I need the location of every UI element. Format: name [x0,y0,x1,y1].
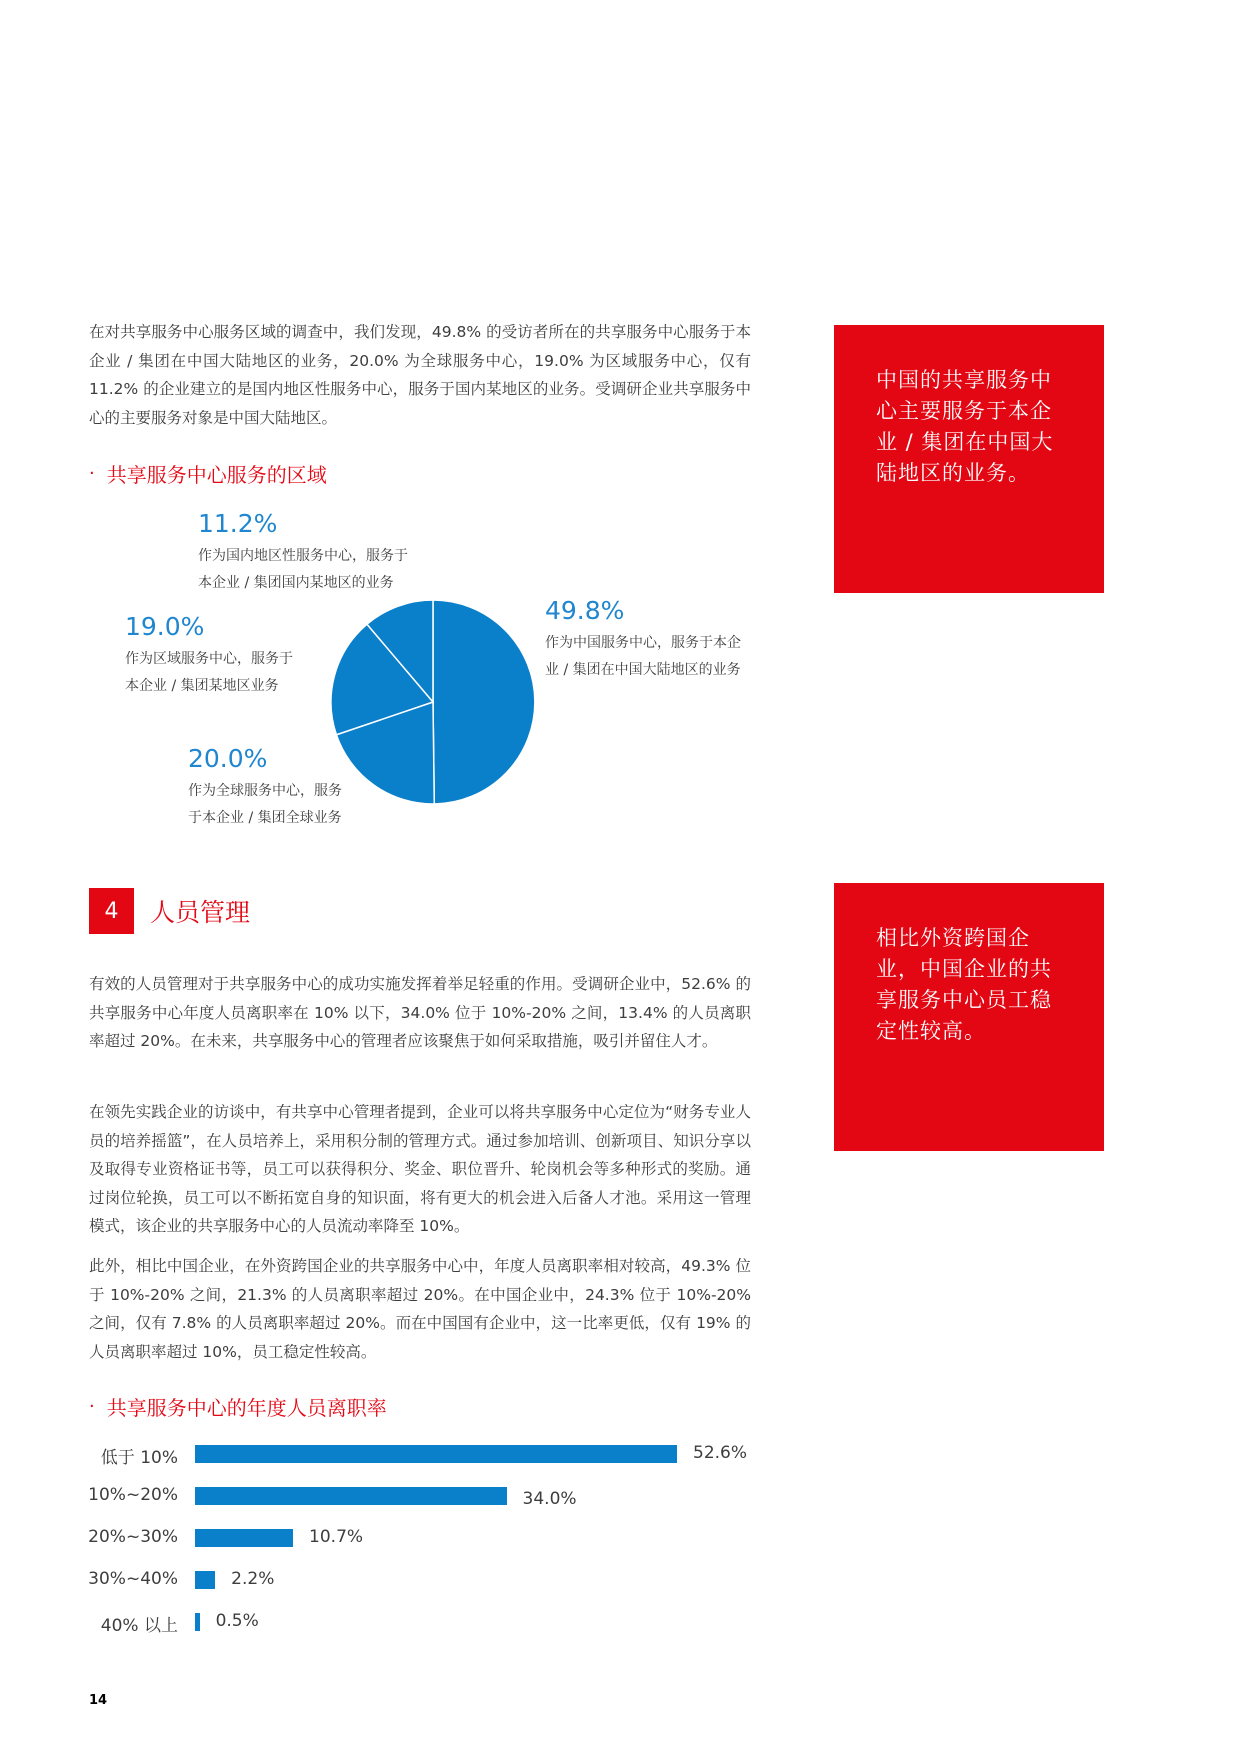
pie-label-49 [545,596,741,684]
pie-desc-20-line2: 于本企业 / 集团全球业务 [188,810,342,826]
chart1-heading [89,459,327,488]
chart2-heading [89,1392,387,1421]
bullet-dot: · [89,1396,95,1417]
pie-desc-11-line1: 作为国内地区性服务中心，服务于 [198,548,408,564]
pie-label-20 [188,744,342,832]
pie-desc-49-line2: 业 / 集团在中国大陆地区的业务 [545,662,741,678]
pie-desc-19-line1: 作为区域服务中心，服务于 [125,651,293,667]
pie-pct-11: 11.2% [198,509,278,538]
paragraph-2: 在领先实践企业的访谈中，有共享中心管理者提到，企业可以将共享服务中心定位为“财务专业人员的培养摇篮”，在人员培养上，采用积分制的管理方式。通过参加培训、创新项目、知识分享以及取得专业资格证书等，员工可以获得积分、奖金、职位晋升、轮岗机会等多种形式的奖励。通过岗位轮换，员工可以不断拓宽自身的知识面，将有更大的机会进入后备人才池。采用这一管理模式，该企业的共享服务中心的人员流动率降至 10%。 [89,1103,751,1235]
page-number: 14 [89,1693,108,1708]
bar-category-label: 低于 10% [100,1448,178,1468]
pie-pct-49: 49.8% [545,596,625,625]
paragraph-3: 此外，相比中国企业，在外资跨国企业的共享服务中心中，年度人员离职率相对较高，49.3% 位于 10%-20% 之间，21.3% 的人员离职率超过 20%。在中国企业中，24.3% 位于 10%-20% 之间，仅有 7.8% 的人员离职率超过 20%。而在中国国有企业中，这一比率更低，仅有 19% 的人员离职率超过 10%，员工稳定性较高。 [89,1257,751,1361]
region-pie-chart [328,597,538,807]
bar-category-label: 20%~30% [88,1527,178,1547]
intro-paragraph: 在对共享服务中心服务区域的调查中，我们发现，49.8% 的受访者所在的共享服务中心服务于本企业 / 集团在中国大陆地区的业务，20.0% 为全球服务中心，19.0% 为区域服务中心，仅有 11.2% 的企业建立的是国内地区性服务中心，服务于国内某地区的业务。受调研企业共享服务中心的主要服务对象是中国大陆地区。 [89,323,751,427]
bar-1 [195,1487,507,1505]
callout-box-region: 中国的共享服务中心主要服务于本企业 / 集团在中国大陆地区的业务。 [834,325,1104,593]
section-title: 人员管理 [150,898,251,927]
bar-0 [195,1445,677,1463]
bar-value-label: 34.0% [522,1489,577,1509]
callout-box-stability: 相比外资跨国企业，中国企业的共享服务中心员工稳定性较高。 [834,883,1104,1151]
pie-pct-19: 19.0% [125,612,205,641]
chart2-heading-text: 共享服务中心的年度人员离职率 [106,1396,387,1420]
pie-label-11 [198,509,408,597]
bar-value-label: 52.6% [693,1443,748,1463]
chart1-heading-text: 共享服务中心服务的区域 [106,463,327,487]
pie-desc-20-line1: 作为全球服务中心，服务 [188,783,342,799]
bar-value-label: 0.5% [215,1611,259,1631]
bar-4 [195,1613,200,1631]
paragraph-1: 有效的人员管理对于共享服务中心的成功实施发挥着举足轻重的作用。受调研企业中，52.6% 的共享服务中心年度人员离职率在 10% 以下，34.0% 位于 10%-20% 之间，13.4% 的人员离职率超过 20%。在未来，共享服务中心的管理者应该聚焦于如何采取措施，吸引并留住人才。 [89,975,751,1050]
bar-category-label: 40% 以上 [100,1616,178,1636]
pie-pct-20: 20.0% [188,744,268,773]
bullet-dot: · [89,463,95,484]
pie-desc-11-line2: 本企业 / 集团国内某地区的业务 [198,575,394,591]
pie-label-19 [125,612,293,700]
pie-slice-0 [433,600,535,804]
bar-value-label: 2.2% [231,1569,275,1589]
bar-3 [195,1571,215,1589]
bar-value-label: 10.7% [309,1527,364,1547]
bar-category-label: 10%~20% [88,1485,178,1505]
bar-category-label: 30%~40% [88,1569,178,1589]
section-number-badge: 4 [89,888,134,934]
pie-desc-19-line2: 本企业 / 集团某地区业务 [125,678,279,694]
pie-desc-49-line1: 作为中国服务中心，服务于本企 [545,635,741,651]
bar-2 [195,1529,293,1547]
